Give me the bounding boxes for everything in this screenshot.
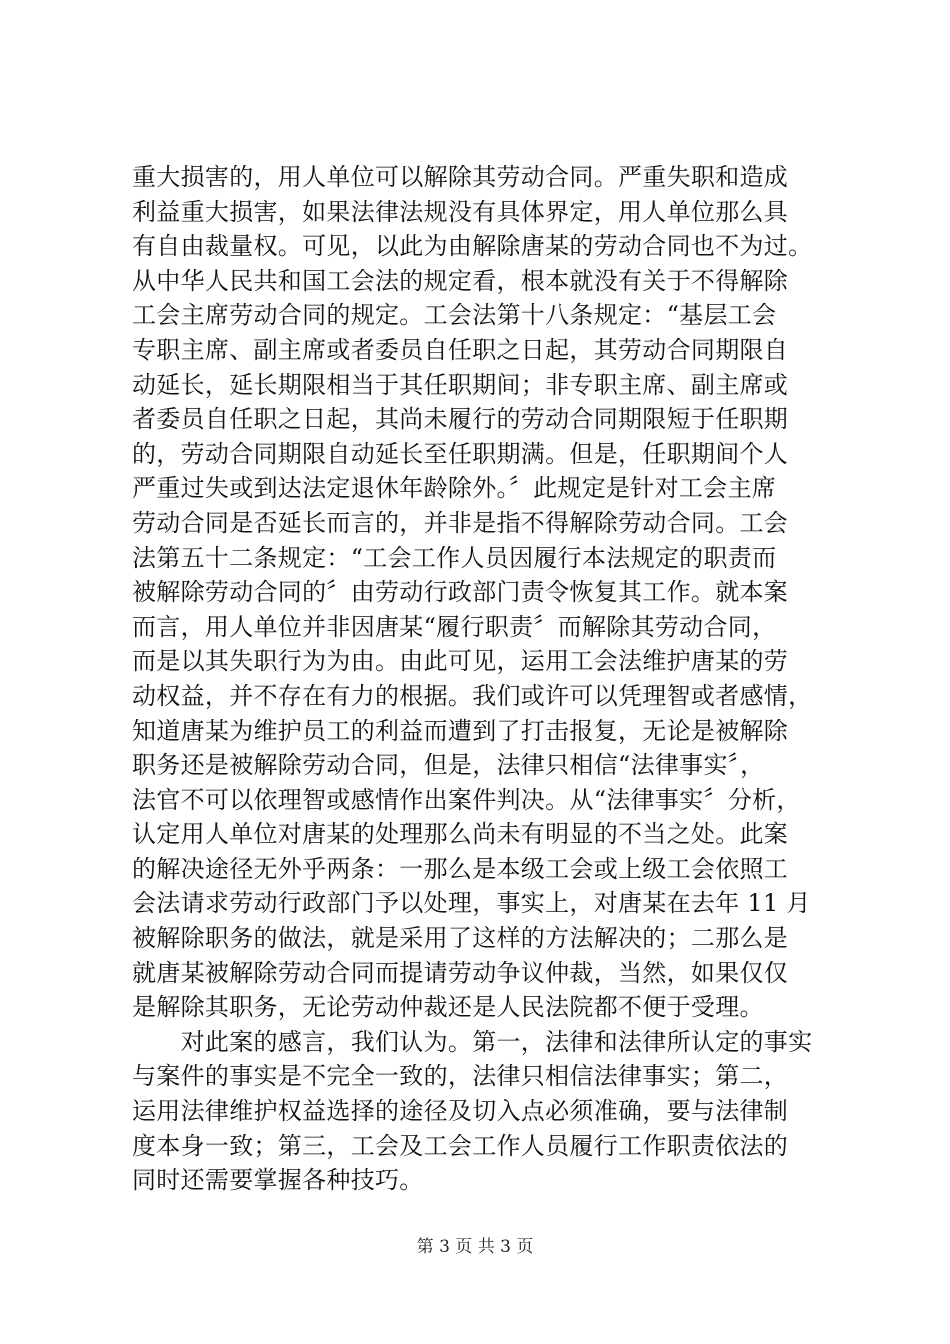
text-line: 专职主席、副主席或者委员自任职之日起，其劳动合同期限自	[132, 335, 789, 364]
text-line: 者委员自任职之日起，其尚未履行的劳动合同期限短于任职期	[132, 405, 789, 434]
text-line: 是解除其职务，无论劳动仲裁还是人民法院都不便于受理。	[132, 993, 764, 1022]
text-line: 同时还需要掌握各种技巧。	[132, 1166, 424, 1195]
text-line: 法第五十二条规定：“工会工作人员因履行本法规定的职责而	[132, 543, 777, 572]
text-line: 职务还是被解除劳动合同，但是，法律只相信“法律事实〞，	[132, 751, 765, 780]
body-text	[132, 160, 852, 1198]
text-line: 而是以其失职行为为由。由此可见，运用工会法维护唐某的劳	[132, 647, 789, 676]
text-line: 被解除劳动合同的〞由劳动行政部门责令恢复其工作。就本案	[132, 578, 789, 607]
text-line: 有自由裁量权。可见，以此为由解除唐某的劳动合同也不为过。	[132, 232, 813, 261]
paragraph-start-line: 对此案的感言，我们认为。第一，法律和法律所认定的事实	[132, 1027, 813, 1056]
text-line: 严重过失或到达法定退休年龄除外。〞此规定是针对工会主席	[132, 474, 777, 503]
text-line: 会法请求劳动行政部门予以处理，事实上，对唐某在去年 11 月	[132, 889, 811, 918]
text-line: 法官不可以依理智或感情作出案件判决。从“法律事实〞分析，	[132, 785, 801, 814]
text-line: 的，劳动合同期限自动延长至任职期满。但是，任职期间个人	[132, 439, 789, 468]
text-line: 工会主席劳动合同的规定。工会法第十八条规定：“基层工会	[132, 301, 777, 330]
text-line: 知道唐某为维护员工的利益而遭到了打击报复，无论是被解除	[132, 716, 789, 745]
text-line: 与案件的事实是不完全一致的，法律只相信法律事实；第二，	[132, 1062, 789, 1091]
text-line: 运用法律维护权益选择的途径及切入点必须准确，要与法律制	[132, 1097, 789, 1126]
page-number-label: 第 3 页 共 3 页	[416, 1237, 534, 1257]
text-line: 劳动合同是否延长而言的，并非是指不得解除劳动合同。工会	[132, 508, 789, 537]
text-line: 度本身一致；第三，工会及工会工作人员履行工作职责依法的	[132, 1131, 789, 1160]
text-line: 的解决途径无外乎两条：一那么是本级工会或上级工会依照工	[132, 854, 789, 883]
text-line: 而言，用人单位并非因唐某“履行职责〞而解除其劳动合同，	[132, 612, 777, 641]
text-line: 认定用人单位对唐某的处理那么尚未有明显的不当之处。此案	[132, 820, 789, 849]
text-line: 利益重大损害，如果法律法规没有具体界定，用人单位那么具	[132, 197, 789, 226]
text-line: 就唐某被解除劳动合同而提请劳动争议仲裁，当然，如果仅仅	[132, 958, 789, 987]
text-line: 动延长，延长期限相当于其任职期间；非专职主席、副主席或	[132, 370, 789, 399]
text-line: 从中华人民共和国工会法的规定看，根本就没有关于不得解除	[132, 266, 789, 295]
text-line: 重大损害的，用人单位可以解除其劳动合同。严重失职和造成	[132, 163, 789, 191]
text-line: 动权益，并不存在有力的根据。我们或许可以凭理智或者感情，	[132, 681, 813, 710]
text-line: 被解除职务的做法，就是采用了这样的方法解决的；二那么是	[132, 924, 789, 953]
page-footer	[0, 1236, 950, 1258]
